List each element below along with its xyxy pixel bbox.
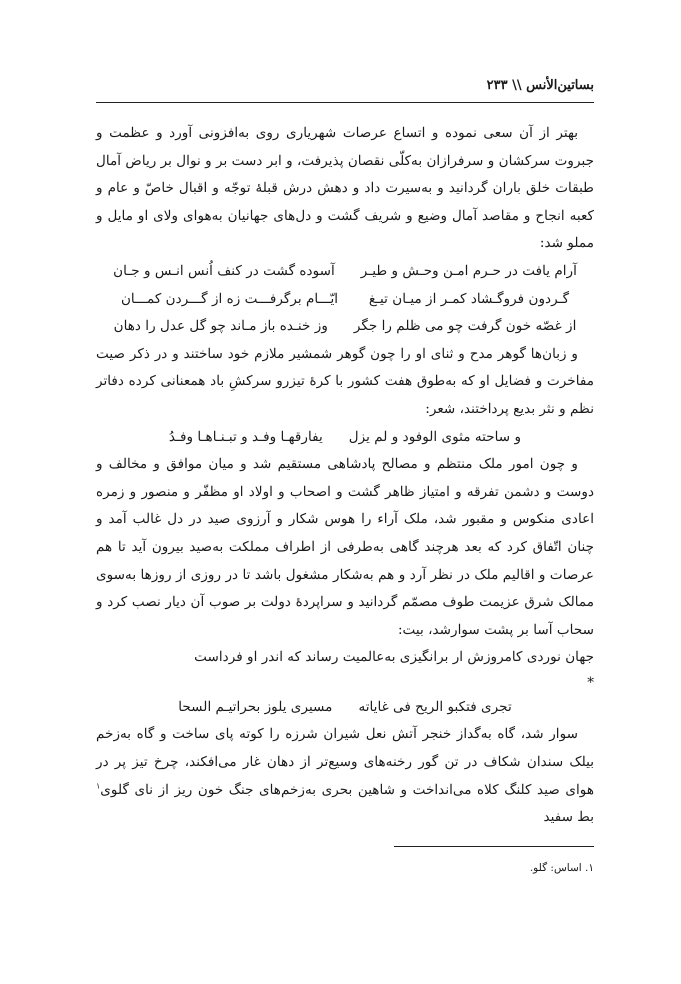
running-title: بساتین‌الأنس \\ ۲۳۳ xyxy=(486,78,594,93)
paragraph-4-tail: بط سفید xyxy=(543,809,594,826)
verse-hemistich-right: گـردون فروگـشاد کمـر از میـان تیـغ xyxy=(368,290,570,307)
verse-hemistich-right: تجری فتکبو الریح فی غایاته xyxy=(358,698,512,715)
footnote xyxy=(96,862,594,874)
book-page xyxy=(96,0,594,984)
verse-hemistich-left: یفارقهـا وفـد و تبـنـاهـا وفـدُ xyxy=(168,428,323,445)
header-rule xyxy=(96,102,594,103)
verse-row xyxy=(96,313,594,341)
arabic-verse-1 xyxy=(96,424,594,452)
footnote-rule xyxy=(394,846,594,847)
verse-hemistich-right: و ساحته مثوی الوفود و لم یزل xyxy=(348,428,522,445)
verse-hemistich-right: آرام یافت در حـرم امـن وحـش و طیـر xyxy=(360,262,577,279)
section-separator: * xyxy=(587,674,594,691)
verse-hemistich-left: ایّـــام برگرفـــت زه از گـــردن کمـــان xyxy=(120,290,339,307)
running-header xyxy=(96,78,594,100)
paragraph-4-text: سوار شد، گاه به‌گداز خنجر آتش نعل شیران شرزه را کوته پای ساخت و گاه به‌زخم بیلک سندان شکاف در تن گور رخنه‌های وسیع‌تر از دهان غار می‌افکند، چرخ تیز پر در هوای صید کلنگ کلاه می‌انداخت و شاهین بحری به‌زخم‌های جنگ خون ریز از نای گلوی xyxy=(96,726,594,798)
paragraph-4 xyxy=(96,721,594,831)
verse-row xyxy=(96,258,594,286)
verse-hemistich-left: آسوده گشت در کنف اُنس انـس و جـان xyxy=(113,262,335,279)
persian-verse-line: جهان نوردی کامروزش ار برانگیزی به‌عالمیت رساند که اندر او فرداست xyxy=(194,649,594,666)
footnote-text: ۱. اساس: گلو. xyxy=(529,862,594,874)
paragraph-1: بهتر از آن سعی نموده و اتساع عرصات شهریاری روی به‌افزونی آورد و عظمت و جبروت سرکشان و سرفرازان به‌کلّی نقصان پذیرفت، و ابر دست بر و نوال بر ریاض آمال طبقات خلق باران گردانید و به‌سیرت داد و دهش درش قبلهٔ توجّه و اقبال خاصّ و عام و کعبه انجاح و مقاصد آمال وضیع و شریف گشت و دل‌های جهانیان به‌هوای ولای او مایل و مملو شد: xyxy=(96,125,594,252)
verse-hemistich-right: از غصّه خون گرفت چو می ظلم را جگر xyxy=(353,318,577,335)
verse-hemistich-left: وز خنـده باز مـاند چو گل عدل را دهان xyxy=(113,318,328,335)
footnote-marker[interactable]: ۱ xyxy=(96,781,101,791)
arabic-verse-2 xyxy=(96,694,594,722)
paragraph-2: و زبان‌ها گوهر مدح و ثنای او را چون گوهر شمشیر ملازم خود ساختند و در ذکر صیت مفاخرت و فضایل او که به‌طوق هفت کشور با کرهٔ تیزرو سرکشِ باد همعنانی کرده دفاتر نظم و نثر بدیع پرداختند، شعر: xyxy=(96,345,594,417)
paragraph-3: و چون امور ملک منتظم و مصالح پادشاهی مستقیم شد و میان موافق و مخالف و دوست و دشمن تفرقه و امتیاز ظاهر گشت و اصحاب و اولاد او مظفّر و منصور و زمره اعادی منکوس و مقبور شد، ملک آراء را هوس شکار و آرزوی صید در دل غالب آمد و چنان اتّفاق کرد که بعد هرچند گاهی به‌طرفی از اطراف مملکت به‌صید بیرون آید تا هم عرصات و اقالیم ملک در نظر آرد و هم به‌شکار مشغول باشد تا در روزی از روزها به‌سوی ممالک شرق عزیمت طوف مصمّم گردانید و سراپردهٔ دولت بر صوب آن دیار نصب کرد و سحاب آسا بر پشت سوارشد، بیت: xyxy=(96,456,594,638)
main-text xyxy=(96,120,594,832)
verse-hemistich-left: مسیری یلوز بحراتیـم السحا xyxy=(178,698,333,715)
persian-verse-block-1 xyxy=(96,258,594,341)
verse-row xyxy=(96,286,594,314)
